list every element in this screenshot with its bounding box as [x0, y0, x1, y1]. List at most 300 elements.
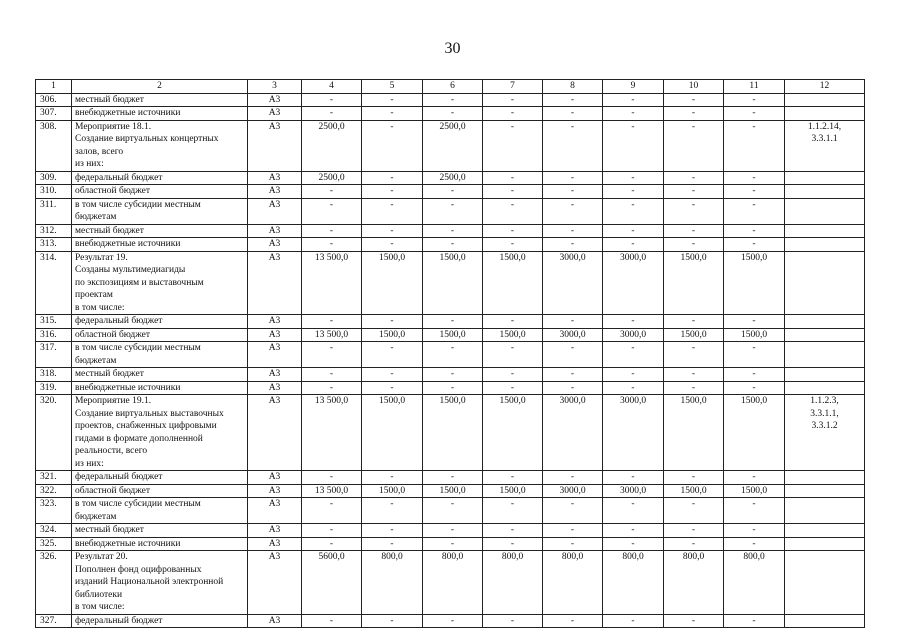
table-row: [36, 251, 865, 315]
amount-cell: 1500,0: [664, 484, 724, 498]
amount-cell: -: [603, 471, 664, 485]
amount-cell: 1500,0: [423, 484, 483, 498]
amount-cell: -: [664, 93, 724, 107]
amount-cell: 1500,0: [724, 251, 785, 315]
amount-cell: -: [603, 120, 664, 171]
row-code: А3: [248, 484, 302, 498]
amount-cell: -: [362, 614, 423, 628]
amount-cell: -: [603, 315, 664, 329]
amount-cell: 1500,0: [724, 484, 785, 498]
amount-cell: -: [543, 498, 603, 524]
target-indicator-cell: [785, 224, 865, 238]
amount-cell: -: [423, 224, 483, 238]
amount-cell: -: [362, 498, 423, 524]
row-code: А3: [248, 471, 302, 485]
row-name: Результат 20. Пополнен фонд оцифрованных изданий Национальной электронной библиотеки в том числе:: [72, 551, 248, 615]
target-indicator-cell: [785, 342, 865, 368]
table-row: [36, 120, 865, 171]
amount-cell: -: [664, 614, 724, 628]
row-code: А3: [248, 328, 302, 342]
amount-cell: -: [483, 185, 543, 199]
row-code: А3: [248, 315, 302, 329]
row-number: 308.: [36, 120, 72, 171]
row-number: 325.: [36, 537, 72, 551]
amount-cell: -: [362, 537, 423, 551]
amount-cell: -: [603, 524, 664, 538]
column-header: 5: [362, 80, 423, 94]
amount-cell: -: [724, 381, 785, 395]
target-indicator-cell: [785, 238, 865, 252]
amount-cell: -: [543, 342, 603, 368]
row-name: внебюджетные источники: [72, 537, 248, 551]
amount-cell: -: [483, 224, 543, 238]
table-row: [36, 224, 865, 238]
target-indicator-cell: [785, 315, 865, 329]
amount-cell: -: [423, 107, 483, 121]
amount-cell: -: [483, 381, 543, 395]
row-code: А3: [248, 551, 302, 615]
amount-cell: -: [362, 107, 423, 121]
row-name: внебюджетные источники: [72, 107, 248, 121]
row-name: внебюджетные источники: [72, 381, 248, 395]
amount-cell: -: [483, 524, 543, 538]
amount-cell: -: [423, 93, 483, 107]
table-row: [36, 524, 865, 538]
amount-cell: -: [603, 198, 664, 224]
amount-cell: -: [483, 498, 543, 524]
amount-cell: -: [483, 537, 543, 551]
amount-cell: -: [302, 185, 362, 199]
amount-cell: 1500,0: [724, 395, 785, 471]
row-name: в том числе субсидии местным бюджетам: [72, 198, 248, 224]
row-name: в том числе субсидии местным бюджетам: [72, 342, 248, 368]
column-header: 7: [483, 80, 543, 94]
amount-cell: -: [724, 93, 785, 107]
row-number: 315.: [36, 315, 72, 329]
amount-cell: -: [543, 185, 603, 199]
row-number: 313.: [36, 238, 72, 252]
target-indicator-cell: 1.1.2.14, 3.3.1.1: [785, 120, 865, 171]
amount-cell: 2500,0: [423, 120, 483, 171]
row-code: А3: [248, 368, 302, 382]
amount-cell: -: [423, 537, 483, 551]
row-name: федеральный бюджет: [72, 614, 248, 628]
amount-cell: -: [483, 198, 543, 224]
amount-cell: -: [483, 342, 543, 368]
column-header: 4: [302, 80, 362, 94]
target-indicator-cell: [785, 471, 865, 485]
amount-cell: -: [423, 471, 483, 485]
amount-cell: -: [664, 498, 724, 524]
amount-cell: -: [724, 614, 785, 628]
row-number: 320.: [36, 395, 72, 471]
row-code: А3: [248, 120, 302, 171]
amount-cell: -: [302, 107, 362, 121]
amount-cell: 1500,0: [483, 395, 543, 471]
amount-cell: -: [603, 238, 664, 252]
amount-cell: -: [664, 107, 724, 121]
amount-cell: -: [664, 315, 724, 329]
column-header: 9: [603, 80, 664, 94]
table-row: [36, 171, 865, 185]
amount-cell: -: [483, 471, 543, 485]
amount-cell: -: [543, 198, 603, 224]
amount-cell: -: [302, 498, 362, 524]
amount-cell: 1500,0: [362, 251, 423, 315]
target-indicator-cell: [785, 551, 865, 615]
amount-cell: 800,0: [724, 551, 785, 615]
target-indicator-cell: [785, 328, 865, 342]
amount-cell: -: [543, 238, 603, 252]
amount-cell: 800,0: [543, 551, 603, 615]
row-number: 324.: [36, 524, 72, 538]
row-name: Мероприятие 18.1. Создание виртуальных концертных залов, всего из них:: [72, 120, 248, 171]
amount-cell: 800,0: [423, 551, 483, 615]
column-header: 11: [724, 80, 785, 94]
amount-cell: -: [543, 107, 603, 121]
amount-cell: -: [664, 524, 724, 538]
table-row: [36, 614, 865, 628]
page-number: 30: [444, 40, 461, 57]
amount-cell: 1500,0: [362, 484, 423, 498]
column-header: 2: [72, 80, 248, 94]
row-number: 322.: [36, 484, 72, 498]
row-name: в том числе субсидии местным бюджетам: [72, 498, 248, 524]
amount-cell: -: [483, 614, 543, 628]
row-name: федеральный бюджет: [72, 171, 248, 185]
amount-cell: -: [362, 315, 423, 329]
amount-cell: -: [603, 185, 664, 199]
row-number: 327.: [36, 614, 72, 628]
row-number: 321.: [36, 471, 72, 485]
amount-cell: -: [543, 537, 603, 551]
target-indicator-cell: [785, 498, 865, 524]
table-row: [36, 551, 865, 615]
amount-cell: -: [302, 342, 362, 368]
table-row: [36, 107, 865, 121]
amount-cell: -: [362, 224, 423, 238]
amount-cell: -: [423, 524, 483, 538]
amount-cell: 800,0: [664, 551, 724, 615]
row-name: федеральный бюджет: [72, 471, 248, 485]
amount-cell: -: [543, 368, 603, 382]
amount-cell: -: [423, 198, 483, 224]
amount-cell: -: [664, 120, 724, 171]
amount-cell: 2500,0: [302, 120, 362, 171]
amount-cell: -: [724, 224, 785, 238]
amount-cell: 3000,0: [603, 395, 664, 471]
row-code: А3: [248, 342, 302, 368]
amount-cell: 13 500,0: [302, 484, 362, 498]
amount-cell: -: [664, 342, 724, 368]
row-number: 311.: [36, 198, 72, 224]
amount-cell: -: [724, 238, 785, 252]
target-indicator-cell: [785, 171, 865, 185]
amount-cell: -: [483, 93, 543, 107]
column-header: 8: [543, 80, 603, 94]
table-row: [36, 93, 865, 107]
amount-cell: 13 500,0: [302, 328, 362, 342]
amount-cell: -: [483, 107, 543, 121]
target-indicator-cell: [785, 93, 865, 107]
row-code: А3: [248, 238, 302, 252]
amount-cell: -: [664, 185, 724, 199]
amount-cell: -: [302, 238, 362, 252]
row-code: А3: [248, 171, 302, 185]
amount-cell: -: [724, 198, 785, 224]
amount-cell: -: [362, 524, 423, 538]
amount-cell: -: [543, 381, 603, 395]
amount-cell: -: [603, 93, 664, 107]
column-header: 3: [248, 80, 302, 94]
table-row: [36, 381, 865, 395]
amount-cell: -: [423, 315, 483, 329]
amount-cell: -: [543, 224, 603, 238]
row-code: А3: [248, 524, 302, 538]
amount-cell: 5600,0: [302, 551, 362, 615]
table-row: [36, 368, 865, 382]
row-code: А3: [248, 224, 302, 238]
amount-cell: -: [603, 368, 664, 382]
row-name: внебюджетные источники: [72, 238, 248, 252]
amount-cell: 800,0: [362, 551, 423, 615]
amount-cell: 3000,0: [543, 395, 603, 471]
amount-cell: -: [302, 537, 362, 551]
amount-cell: -: [423, 381, 483, 395]
row-number: 307.: [36, 107, 72, 121]
row-code: А3: [248, 537, 302, 551]
amount-cell: -: [483, 171, 543, 185]
amount-cell: 2500,0: [302, 171, 362, 185]
amount-cell: -: [664, 171, 724, 185]
amount-cell: 1500,0: [483, 484, 543, 498]
row-name: местный бюджет: [72, 224, 248, 238]
amount-cell: 3000,0: [603, 484, 664, 498]
amount-cell: -: [724, 524, 785, 538]
row-number: 310.: [36, 185, 72, 199]
amount-cell: -: [724, 315, 785, 329]
budget-table: [35, 79, 865, 628]
table-row: [36, 238, 865, 252]
amount-cell: 3000,0: [543, 251, 603, 315]
amount-cell: 800,0: [603, 551, 664, 615]
row-name: Результат 19. Созданы мультимедиагиды по экспозициям и выставочным проектам в том числе:: [72, 251, 248, 315]
amount-cell: -: [423, 342, 483, 368]
row-name: местный бюджет: [72, 93, 248, 107]
amount-cell: 1500,0: [423, 328, 483, 342]
row-number: 306.: [36, 93, 72, 107]
amount-cell: -: [664, 198, 724, 224]
amount-cell: -: [302, 93, 362, 107]
amount-cell: -: [543, 315, 603, 329]
amount-cell: -: [543, 120, 603, 171]
amount-cell: -: [724, 107, 785, 121]
amount-cell: -: [302, 471, 362, 485]
target-indicator-cell: [785, 614, 865, 628]
amount-cell: -: [543, 171, 603, 185]
target-indicator-cell: [785, 198, 865, 224]
amount-cell: 2500,0: [423, 171, 483, 185]
amount-cell: -: [483, 238, 543, 252]
amount-cell: 3000,0: [543, 328, 603, 342]
table-row: [36, 498, 865, 524]
table-row: [36, 342, 865, 368]
amount-cell: -: [423, 614, 483, 628]
amount-cell: -: [664, 381, 724, 395]
row-code: А3: [248, 395, 302, 471]
row-code: А3: [248, 185, 302, 199]
target-indicator-cell: [785, 251, 865, 315]
amount-cell: -: [362, 342, 423, 368]
row-number: 318.: [36, 368, 72, 382]
target-indicator-cell: [785, 381, 865, 395]
amount-cell: -: [603, 381, 664, 395]
amount-cell: 13 500,0: [302, 395, 362, 471]
target-indicator-cell: [785, 368, 865, 382]
row-name: областной бюджет: [72, 185, 248, 199]
amount-cell: -: [664, 224, 724, 238]
row-code: А3: [248, 614, 302, 628]
amount-cell: -: [302, 198, 362, 224]
amount-cell: 1500,0: [362, 395, 423, 471]
row-name: местный бюджет: [72, 368, 248, 382]
row-number: 314.: [36, 251, 72, 315]
row-number: 312.: [36, 224, 72, 238]
amount-cell: -: [302, 614, 362, 628]
amount-cell: 1500,0: [664, 328, 724, 342]
target-indicator-cell: [785, 484, 865, 498]
amount-cell: -: [362, 171, 423, 185]
amount-cell: -: [362, 471, 423, 485]
amount-cell: -: [664, 238, 724, 252]
amount-cell: -: [423, 185, 483, 199]
amount-cell: -: [302, 524, 362, 538]
row-code: А3: [248, 93, 302, 107]
row-number: 326.: [36, 551, 72, 615]
amount-cell: -: [483, 368, 543, 382]
column-header: 12: [785, 80, 865, 94]
amount-cell: -: [664, 537, 724, 551]
table-row: [36, 395, 865, 471]
amount-cell: -: [302, 368, 362, 382]
amount-cell: -: [543, 471, 603, 485]
row-code: А3: [248, 107, 302, 121]
table-row: [36, 198, 865, 224]
amount-cell: 1500,0: [423, 251, 483, 315]
amount-cell: 1500,0: [724, 328, 785, 342]
amount-cell: 1500,0: [423, 395, 483, 471]
amount-cell: 1500,0: [362, 328, 423, 342]
amount-cell: -: [724, 342, 785, 368]
amount-cell: -: [603, 537, 664, 551]
amount-cell: -: [664, 368, 724, 382]
amount-cell: -: [362, 238, 423, 252]
amount-cell: -: [724, 185, 785, 199]
amount-cell: -: [302, 224, 362, 238]
amount-cell: -: [362, 93, 423, 107]
table-row: [36, 484, 865, 498]
amount-cell: -: [603, 614, 664, 628]
amount-cell: -: [302, 315, 362, 329]
column-header: 6: [423, 80, 483, 94]
row-name: федеральный бюджет: [72, 315, 248, 329]
amount-cell: 13 500,0: [302, 251, 362, 315]
amount-cell: 3000,0: [603, 328, 664, 342]
target-indicator-cell: [785, 524, 865, 538]
amount-cell: 3000,0: [603, 251, 664, 315]
row-name: Мероприятие 19.1. Создание виртуальных выставочных проектов, снабженных цифровыми гидами в формате дополненной реальности, всего из них:: [72, 395, 248, 471]
amount-cell: 3000,0: [543, 484, 603, 498]
target-indicator-cell: [785, 107, 865, 121]
row-number: 309.: [36, 171, 72, 185]
target-indicator-cell: [785, 537, 865, 551]
amount-cell: 1500,0: [664, 251, 724, 315]
amount-cell: 1500,0: [664, 395, 724, 471]
amount-cell: -: [423, 238, 483, 252]
row-number: 323.: [36, 498, 72, 524]
amount-cell: -: [603, 107, 664, 121]
row-number: 317.: [36, 342, 72, 368]
amount-cell: -: [603, 498, 664, 524]
amount-cell: -: [603, 224, 664, 238]
amount-cell: -: [423, 368, 483, 382]
row-name: областной бюджет: [72, 328, 248, 342]
row-code: А3: [248, 498, 302, 524]
column-header: 1: [36, 80, 72, 94]
row-code: А3: [248, 381, 302, 395]
column-header: 10: [664, 80, 724, 94]
amount-cell: -: [724, 537, 785, 551]
table-row: [36, 328, 865, 342]
amount-cell: 1500,0: [483, 251, 543, 315]
amount-cell: -: [543, 614, 603, 628]
amount-cell: -: [724, 120, 785, 171]
amount-cell: -: [362, 198, 423, 224]
table-row: [36, 471, 865, 485]
table-row: [36, 185, 865, 199]
table-header-row: [36, 80, 865, 94]
amount-cell: -: [724, 171, 785, 185]
amount-cell: -: [362, 185, 423, 199]
amount-cell: -: [724, 471, 785, 485]
row-code: А3: [248, 251, 302, 315]
amount-cell: -: [724, 498, 785, 524]
amount-cell: -: [483, 315, 543, 329]
amount-cell: -: [603, 171, 664, 185]
amount-cell: -: [483, 120, 543, 171]
target-indicator-cell: [785, 185, 865, 199]
table-row: [36, 537, 865, 551]
amount-cell: -: [543, 524, 603, 538]
amount-cell: 1500,0: [483, 328, 543, 342]
amount-cell: -: [362, 120, 423, 171]
amount-cell: -: [362, 368, 423, 382]
row-name: областной бюджет: [72, 484, 248, 498]
amount-cell: -: [302, 381, 362, 395]
amount-cell: -: [724, 368, 785, 382]
amount-cell: -: [603, 342, 664, 368]
row-code: А3: [248, 198, 302, 224]
row-number: 319.: [36, 381, 72, 395]
amount-cell: -: [664, 471, 724, 485]
row-number: 316.: [36, 328, 72, 342]
amount-cell: -: [362, 381, 423, 395]
amount-cell: -: [423, 498, 483, 524]
row-name: местный бюджет: [72, 524, 248, 538]
amount-cell: 800,0: [483, 551, 543, 615]
target-indicator-cell: 1.1.2.3, 3.3.1.1, 3.3.1.2: [785, 395, 865, 471]
table-row: [36, 315, 865, 329]
